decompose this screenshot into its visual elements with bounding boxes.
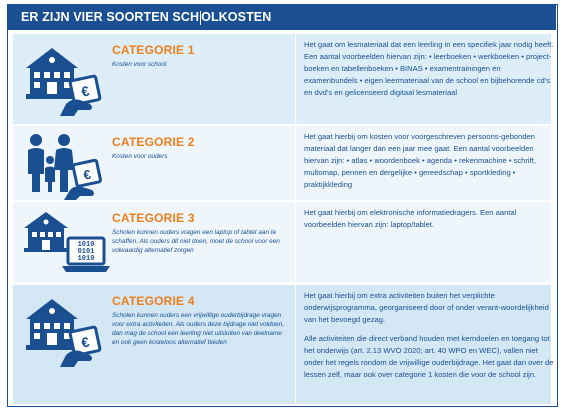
category-4-title: CATEGORIE 4 [112,294,195,308]
category-2-right [296,126,551,200]
school-money-icon [20,38,106,118]
category-4-left [13,285,295,404]
category-1-subtitle: Kosten voor school [112,61,167,68]
panel-header [8,5,556,30]
panel-title-part2: OLKOSTEN [201,10,272,24]
laptop-binary-line-2: 0101 [77,248,95,256]
category-1-left [13,34,295,124]
category-row-1 [13,34,554,124]
svg-text:€: € [79,82,91,100]
school-money-icon [20,289,106,369]
category-2-subtitle: Kosten voor ouders [112,153,168,160]
category-2-description [304,131,554,191]
category-1-right [296,34,554,124]
category-3-description [304,207,554,231]
category-4-description [304,290,554,381]
svg-text:€: € [79,333,91,351]
category-3-title: CATEGORIE 3 [112,211,195,225]
category-1-title: CATEGORIE 1 [112,43,195,57]
category-3-paragraph: Het gaat hierbij om elektronische informatiedragers. Een aantal voorbeelden hiervan zijn: laptop/tablet. [304,208,517,229]
category-1-description [304,39,554,99]
category-2-title: CATEGORIE 2 [112,135,195,149]
category-row-2 [13,126,551,200]
svg-text:€: € [82,166,93,183]
info-panel [7,4,558,407]
category-4-right [296,285,554,404]
category-3-subtitle: Scholen kunnen ouders vragen een laptop of tablet aan te schaffen. Als ouders dit niet doen, moet de school voor een volwaardig alternatief zorgen [112,229,280,254]
category-3-right [296,202,551,282]
category-2-left [13,126,295,200]
category-row-3 [13,202,551,282]
category-4-paragraph-1: Het gaat hierbij om extra activiteiten buiten het verplichte onderwijsprogramma, georganiseerd door of onder verant-woordelijkheid van het bevoegd gezag. [304,291,549,324]
category-2-paragraph: Het gaat hierbij om kosten voor voorgeschreven persoons-gebonden materiaal dat langer dan een jaar mee gaat. Een aantal voorbeelden hiervan zijn: • atlas • woordenboek • agenda • rekenmachine • schrift, multomap, pennen en dergelijke • gereedschap • sportkleding • praktijkkleding [304,132,536,189]
panel-title-part1: ER ZIJN VIER SOORTEN SCH [21,10,200,24]
category-4-subtitle: Scholen kunnen ouders een vrijwillige ouderbijdrage vragen voor extra activiteiten. Als ouders deze bijdrage niet voldoen, dan mag de school een leerling niet uitsluiten van deelname en ook geen kosteloos alternatief bieden [112,312,285,346]
laptop-binary-line-1: 1010 [77,241,95,249]
school-laptop-icon [20,206,112,280]
category-row-4 [13,285,554,404]
category-1-paragraph: Het gaat om lesmateriaal dat een leerling in een specifiek jaar nodig heeft. Een aantal voorbeelden hiervan zijn: • leerboeken • werkboeken • project-boeken en tabellenboeken • BINAS • examentrainingen en examenbundels • eigen leermateriaal van de school en bijbehorende cd’s en dvd’s en gelicenseerd digitaal lesmateriaal [304,40,554,97]
parents-money-icon [20,130,106,200]
laptop-binary-line-3: 1010 [77,255,95,263]
category-3-left [13,202,295,282]
category-4-paragraph-2: Alle activiteiten die direct verband houden met kerndoelen en toegang tot het onderwijs (art. 2.13 WVO 2020; art. 40 WPO en WEC), vallen niet onder het regels rondom de vrijwillige ouderbijdrage. Het gaat dan over de lessen zelf, maar ook over categorie 1 kosten die voor de school zijn. [304,334,554,379]
